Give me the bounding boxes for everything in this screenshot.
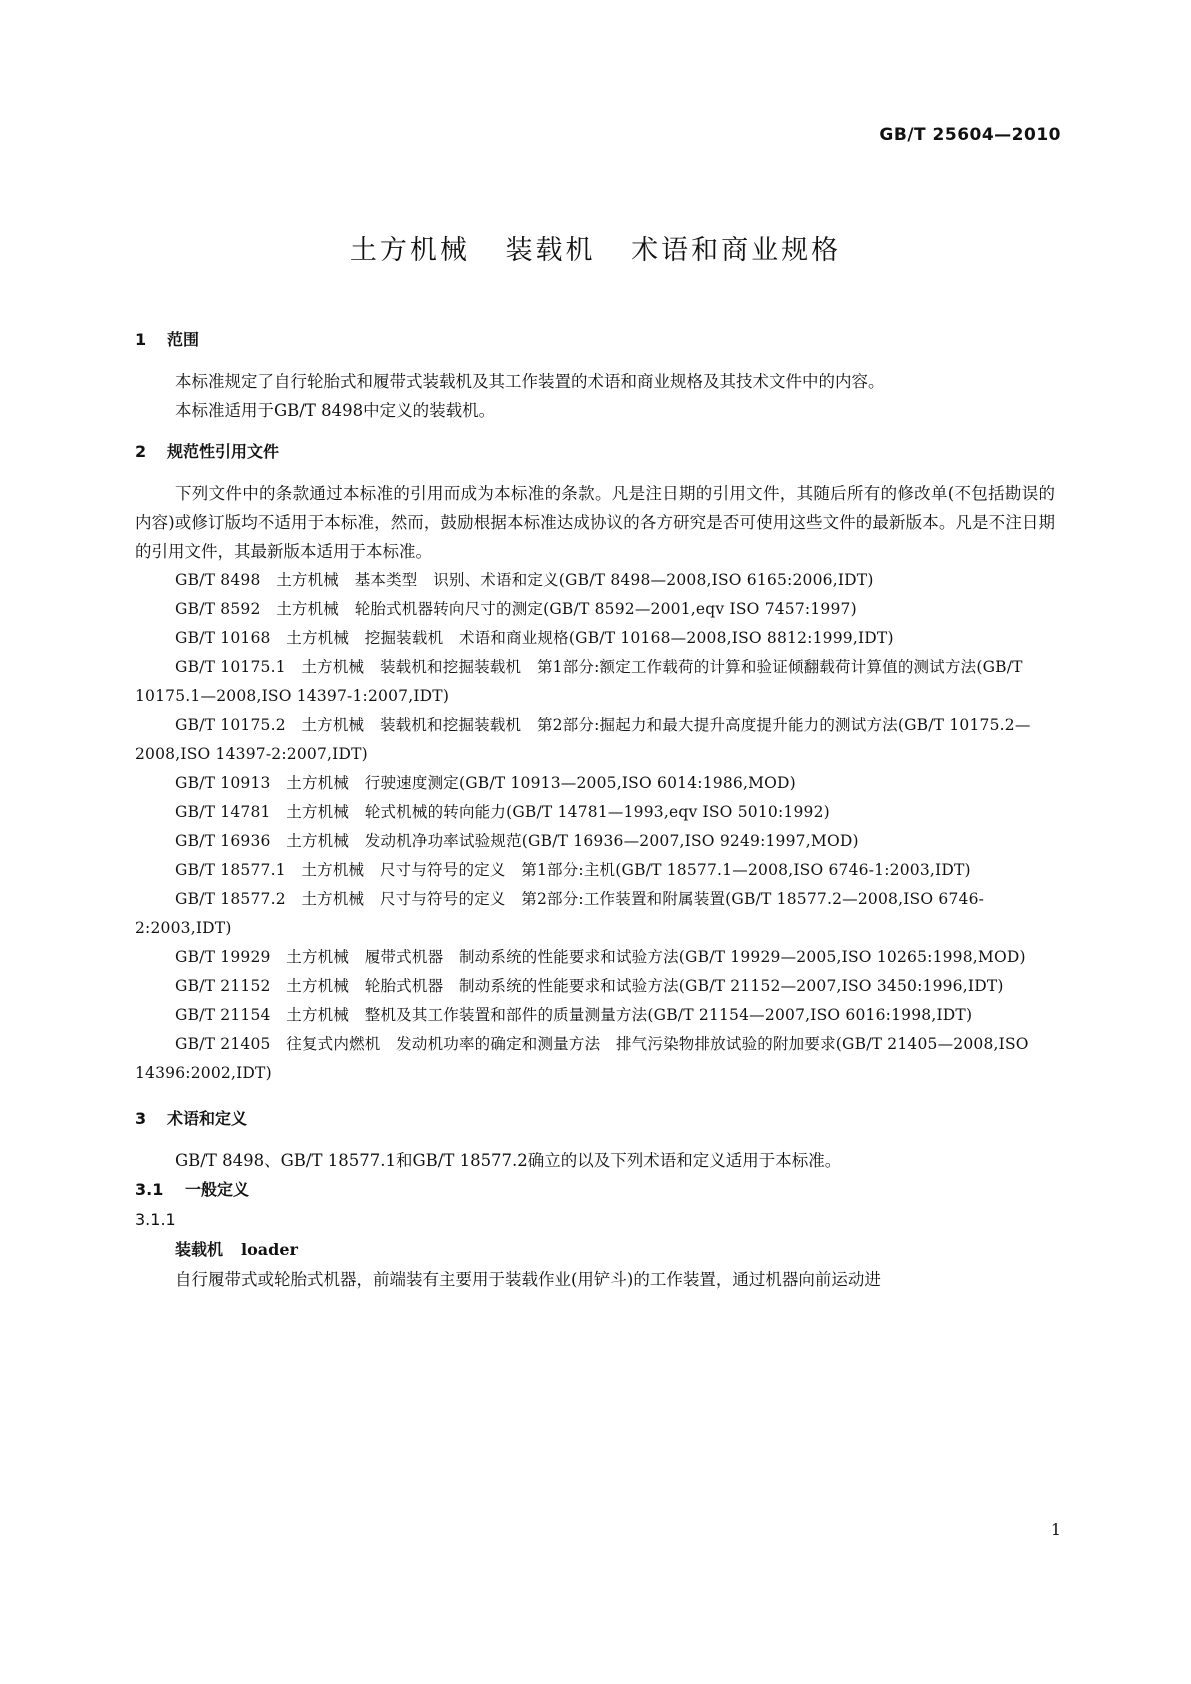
section-number: 2 xyxy=(135,442,147,461)
section-1-paragraph-1: 本标准规定了自行轮胎式和履带式装载机及其工作装置的术语和商业规格及其技术文件中的内容。 xyxy=(175,372,885,391)
reference-item: GB/T 10175.2 土方机械 装载机和挖掘装载机 第2部分:掘起力和最大提升高度提升能力的测试方法(GB/T 10175.2—2008,ISO 14397-2:2007,IDT) xyxy=(135,716,1031,763)
subsection-3-1-heading xyxy=(135,1175,1055,1205)
section-3-intro: GB/T 8498、GB/T 18577.1和GB/T 18577.2确立的以及下列术语和定义适用于本标准。 xyxy=(175,1151,842,1170)
section-2-heading xyxy=(135,437,1055,467)
section-1-heading xyxy=(135,325,1055,355)
term-heading xyxy=(135,1235,1055,1265)
reference-item: GB/T 18577.2 土方机械 尺寸与符号的定义 第2部分:工作装置和附属装置(GB/T 18577.2—2008,ISO 6746-2:2003,IDT) xyxy=(135,890,985,937)
reference-item: GB/T 14781 土方机械 轮式机械的转向能力(GB/T 14781—1993,eqv ISO 5010:1992) xyxy=(175,803,830,821)
reference-item: GB/T 8592 土方机械 轮胎式机器转向尺寸的测定(GB/T 8592—2001,eqv ISO 7457:1997) xyxy=(175,600,857,618)
term-english: loader xyxy=(241,1240,298,1259)
document-body xyxy=(135,325,1055,1294)
section-2-intro: 下列文件中的条款通过本标准的引用而成为本标准的条款。凡是注日期的引用文件，其随后所有的修改单(不包括勘误的内容)或修订版均不适用于本标准，然而，鼓励根据本标准达成协议的各方研究是否可使用这些文件的最新版本。凡是不注日期的引用文件，其最新版本适用于本标准。 xyxy=(135,484,1055,561)
document-title xyxy=(0,228,1191,267)
standard-number: GB/T 25604—2010 xyxy=(879,125,1061,145)
section-1-paragraph-2: 本标准适用于GB/T 8498中定义的装载机。 xyxy=(175,401,496,420)
title-part-3: 术语和商业规格 xyxy=(631,235,842,266)
term-definition: 自行履带式或轮胎式机器，前端装有主要用于装载作业(用铲斗)的工作装置，通过机器向前运动进 xyxy=(175,1270,881,1289)
reference-item: GB/T 8498 土方机械 基本类型 识别、术语和定义(GB/T 8498—2008,ISO 6165:2006,IDT) xyxy=(175,571,874,589)
section-number: 1 xyxy=(135,330,147,349)
section-title: 规范性引用文件 xyxy=(167,442,280,461)
clause-number: 3.1.1 xyxy=(135,1210,176,1229)
term-chinese: 装载机 xyxy=(175,1240,224,1259)
subsection-number: 3.1 xyxy=(135,1180,164,1199)
reference-item: GB/T 18577.1 土方机械 尺寸与符号的定义 第1部分:主机(GB/T 18577.1—2008,ISO 6746-1:2003,IDT) xyxy=(175,861,971,879)
reference-item: GB/T 21405 往复式内燃机 发动机功率的确定和测量方法 排气污染物排放试验的附加要求(GB/T 21405—2008,ISO 14396:2002,IDT) xyxy=(135,1035,1029,1082)
reference-item: GB/T 19929 土方机械 履带式机器 制动系统的性能要求和试验方法(GB/T 19929—2005,ISO 10265:1998,MOD) xyxy=(175,948,1026,966)
reference-item: GB/T 21154 土方机械 整机及其工作装置和部件的质量测量方法(GB/T 21154—2007,ISO 6016:1998,IDT) xyxy=(175,1006,973,1024)
section-number: 3 xyxy=(135,1109,147,1128)
reference-item: GB/T 10168 土方机械 挖掘装载机 术语和商业规格(GB/T 10168—2008,ISO 8812:1999,IDT) xyxy=(175,629,894,647)
title-part-1: 土方机械 xyxy=(349,235,470,266)
section-3-heading xyxy=(135,1104,1055,1134)
reference-item: GB/T 21152 土方机械 轮胎式机器 制动系统的性能要求和试验方法(GB/T 21152—2007,ISO 3450:1996,IDT) xyxy=(175,977,1004,995)
section-title: 范围 xyxy=(167,330,200,349)
subsection-title: 一般定义 xyxy=(185,1180,250,1199)
page-number: 1 xyxy=(1050,1520,1061,1539)
reference-item: GB/T 10913 土方机械 行驶速度测定(GB/T 10913—2005,ISO 6014:1986,MOD) xyxy=(175,774,796,792)
reference-item: GB/T 16936 土方机械 发动机净功率试验规范(GB/T 16936—2007,ISO 9249:1997,MOD) xyxy=(175,832,859,850)
section-title: 术语和定义 xyxy=(167,1109,248,1128)
title-part-2: 装载机 xyxy=(505,235,596,266)
reference-item: GB/T 10175.1 土方机械 装载机和挖掘装载机 第1部分:额定工作载荷的计算和验证倾翻载荷计算值的测试方法(GB/T 10175.1—2008,ISO 14397-1:2007,IDT) xyxy=(135,658,1023,705)
